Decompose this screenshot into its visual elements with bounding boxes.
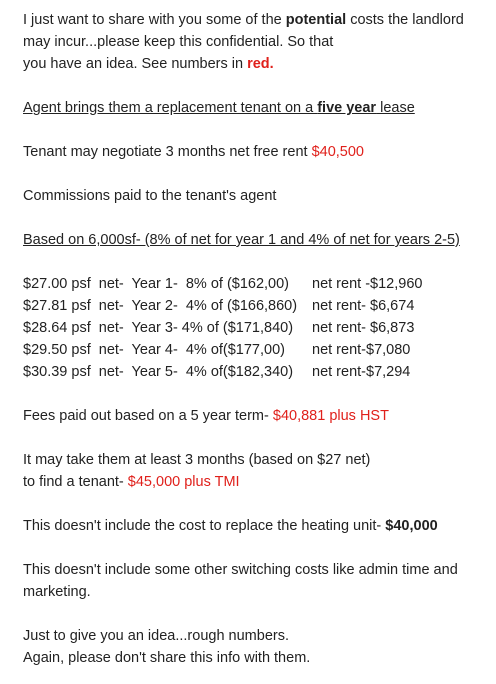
- agent-heading: [23, 97, 473, 119]
- intro-line-1: [23, 9, 473, 31]
- schedule-net-rent: net rent -$12,960: [312, 276, 423, 292]
- fees-line: [23, 405, 473, 427]
- schedule-net-rent: net rent- $6,873: [312, 320, 415, 336]
- intro-bold-potential: potential: [285, 12, 347, 28]
- time-line-1: It may take them at least 3 months (based on $27 net): [23, 452, 371, 468]
- schedule-net-rent: net rent-$7,080: [312, 342, 411, 358]
- switching-line-2: marketing.: [23, 584, 91, 600]
- fees-label: Fees paid out based on a 5 year term-: [23, 408, 273, 424]
- basis-line: Based on 6,000sf- (8% of net for year 1 and 4% of net for years 2-5): [23, 232, 460, 248]
- schedule-net-rent: net rent-$7,294: [312, 364, 411, 380]
- intro-text: I just want to share with you some of the: [23, 12, 286, 28]
- agent-text-end: lease: [376, 100, 415, 116]
- schedule-calc: $27.81 psf net- Year 2- 4% of ($166,860): [23, 298, 298, 314]
- schedule-calc: $27.00 psf net- Year 1- 8% of ($162,00): [23, 276, 290, 292]
- free-rent-line: [23, 141, 473, 163]
- free-rent-label: Tenant may negotiate 3 months net free rent: [23, 144, 312, 160]
- schedule-net-rent: net rent- $6,674: [312, 298, 415, 314]
- heating-label: This doesn't include the cost to replace the heating unit-: [23, 518, 386, 534]
- commission-schedule: [23, 273, 473, 383]
- agent-bold-term: five year: [317, 100, 377, 116]
- red-keyword: red.: [247, 56, 274, 72]
- intro-text-end: costs the landlord: [346, 12, 464, 28]
- schedule-calc: $28.64 psf net- Year 3- 4% of ($171,840): [23, 320, 294, 336]
- intro-text-3: you have an idea. See numbers in: [23, 56, 248, 72]
- schedule-row-year-1: [23, 273, 473, 295]
- schedule-row-year-2: [23, 295, 473, 317]
- time-amount: $45,000 plus TMI: [127, 474, 240, 490]
- agent-text: Agent brings them a replacement tenant on a: [23, 100, 318, 116]
- schedule-row-year-3: [23, 317, 473, 339]
- heating-line: [23, 515, 473, 537]
- schedule-row-year-4: [23, 339, 473, 361]
- closing-line-1: Just to give you an idea...rough numbers.: [23, 628, 289, 644]
- intro-line-3: [23, 53, 473, 75]
- schedule-calc: $29.50 psf net- Year 4- 4% of($177,00): [23, 342, 285, 358]
- switching-line-1: This doesn't include some other switching costs like admin time and: [23, 562, 458, 578]
- heating-amount: $40,000: [385, 518, 438, 534]
- schedule-row-year-5: [23, 361, 473, 383]
- fees-amount: $40,881 plus HST: [272, 408, 389, 424]
- schedule-calc: $30.39 psf net- Year 5- 4% of($182,340): [23, 364, 294, 380]
- commissions-line: Commissions paid to the tenant's agent: [23, 188, 277, 204]
- time-label: to find a tenant-: [23, 474, 128, 490]
- time-line-2: [23, 471, 473, 493]
- intro-line-2: may incur...please keep this confidential. So that: [23, 34, 334, 50]
- closing-line-2: Again, please don't share this info with them.: [23, 650, 311, 666]
- free-rent-amount: $40,500: [311, 144, 364, 160]
